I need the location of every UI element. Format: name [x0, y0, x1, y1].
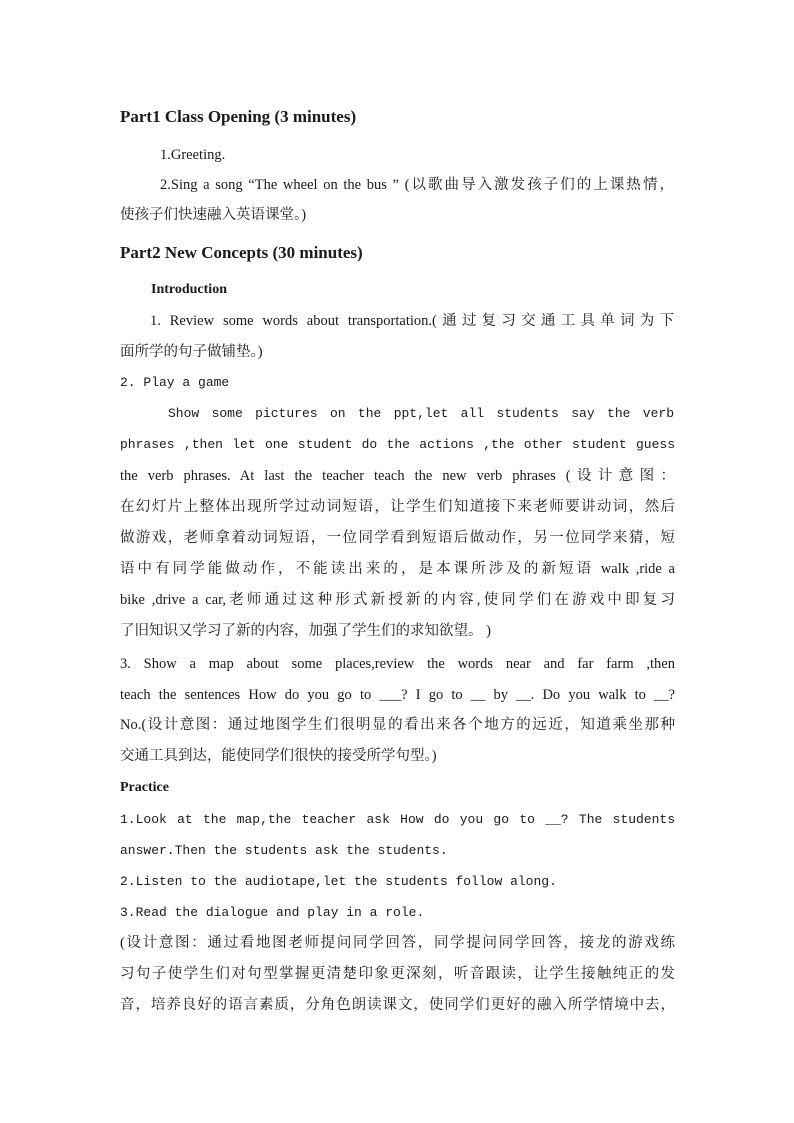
practice-line-5: (设计意图：通过看地图老师提问同学回答，同学提问同学回答，接龙的游戏练	[120, 935, 675, 951]
part1-heading: Part1 Class Opening (3 minutes)	[120, 107, 357, 126]
game-line-5: 做游戏，老师拿着动词短语，一位同学看到短语后做动作，另一位同学来猜，短	[120, 530, 675, 546]
sing-song-line-2: 使孩子们快速融入英语课堂。)	[120, 207, 307, 223]
game-line-4: 在幻灯片上整体出现所学过动词短语，让学生们知道接下来老师要讲动词，然后	[120, 499, 675, 515]
review-line-1: 1. Review some words about transportation.(通过复习交通工具单词为下	[150, 313, 674, 329]
sing-song-line-1: 2.Sing a song “The wheel on the bus ” (以歌曲导入激发孩子们的上课热情，	[160, 177, 674, 193]
practice-line-3: 2.Listen to the audiotape,let the students follow along.	[120, 874, 557, 889]
review-line-2: 面所学的句子做铺垫。)	[120, 344, 263, 360]
map-line-2: teach the sentences How do you go to ___? I go to __ by __. Do you walk to __?	[120, 687, 675, 703]
greeting-item: 1.Greeting.	[160, 147, 226, 163]
practice-line-4: 3.Read the dialogue and play in a role.	[120, 905, 425, 920]
game-line-8: 了旧知识又学习了新的内容，加强了学生们的求知欲望。 )	[120, 623, 491, 639]
introduction-label: Introduction	[151, 282, 227, 297]
practice-line-6: 习句子使学生们对句型掌握更清楚印象更深刻，听音跟读，让学生接触纯正的发	[120, 966, 675, 982]
game-line-7: bike ,drive a car,老师通过这种形式新授新的内容,使同学们在游戏中即复习	[120, 592, 675, 608]
practice-line-2: answer.Then the students ask the students.	[120, 843, 448, 858]
map-line-3: No.(设计意图：通过地图学生们很明显的看出来各个地方的远近，知道乘坐那种	[120, 717, 675, 733]
map-line-4: 交通工具到达，能使同学们很快的接受所学句型。)	[120, 748, 437, 764]
practice-label: Practice	[120, 780, 169, 795]
practice-line-7: 音，培养良好的语言素质，分角色朗读课文，使同学们更好的融入所学情境中去，	[120, 997, 675, 1013]
practice-line-1: 1.Look at the map,the teacher ask How do you go to __? The students	[120, 812, 675, 827]
game-line-3: the verb phrases. At last the teacher teach the new verb phrases (设计意图：	[120, 468, 675, 484]
game-line-1: Show some pictures on the ppt,let all students say the verb	[168, 406, 674, 421]
map-line-1: 3. Show a map about some places,review the words near and far farm ,then	[120, 656, 675, 672]
game-line-2: phrases ,then let one student do the actions ,the other student guess	[120, 437, 675, 452]
play-game-item: 2. Play a game	[120, 375, 230, 390]
part2-heading: Part2 New Concepts (30 minutes)	[120, 243, 363, 262]
game-line-6: 语中有同学能做动作，不能读出来的，是本课所涉及的新短语 walk ,ride a	[120, 561, 675, 577]
